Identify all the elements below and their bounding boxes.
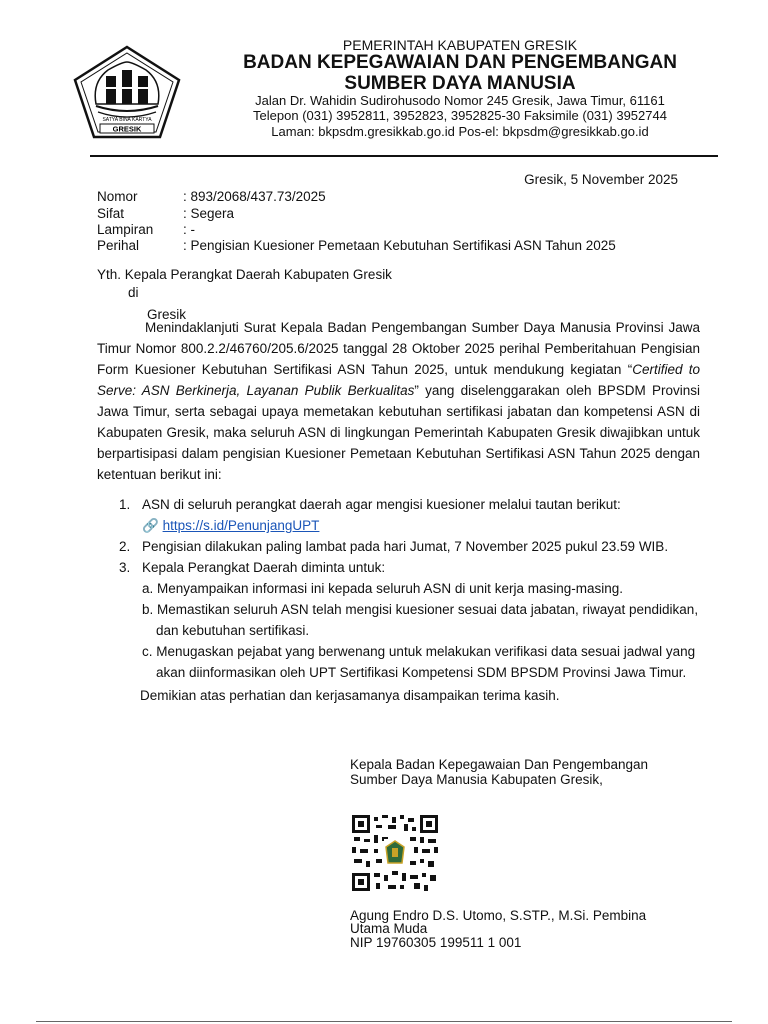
closing-statement: Demikian atas perhatian dan kerjasamanya disampaikan terima kasih. (140, 688, 560, 703)
signatory-nip: NIP 19760305 199511 1 001 (350, 935, 522, 950)
logo-label: GRESIK (112, 124, 142, 134)
meta-row-perihal: Perihal : Pengisian Kuesioner Pemetaan Kebutuhan Sertifikasi ASN Tahun 2025 (97, 238, 616, 253)
link-icon: 🔗 (142, 518, 159, 533)
addressee-line3: Gresik (147, 307, 187, 322)
logo-motto: SATYA BINA KARTYA (102, 117, 152, 123)
addressee-line2: di (128, 285, 139, 300)
agency-name-line2: SUMBER DAYA MANUSIA (344, 73, 576, 94)
sub-item-c: c. Menugaskan pejabat yang berwenang untuk melakukan verifikasi data sesuai jadwal yang akan diinformasikan oleh UPT Sertifikasi Kompetensi SDM BPSDM Provinsi Jawa Timur. (142, 644, 696, 680)
event-slogan: Certified to Serve: ASN Berkinerja, Layanan Publik Berkualitas (97, 362, 700, 398)
page-bottom-line (36, 1021, 732, 1022)
body-paragraph: Menindaklanjuti Surat Kepala Badan Pengembangan Sumber Daya Manusia Provinsi Jawa Timur Nomor 800.2.2/46760/205.6/2025 tanggal 28 Oktober 2025 perihal Pemberitahuan Pengisian Form Kuesioner Kebutuhan Sertifikasi ASN Tahun 2025, untuk mendukung kegiatan “Certified to Serve: ASN Berkinerja, Layanan Publik Berkualitas” yang diselenggarakan oleh BPSDM Provinsi Jawa Timur, serta sebagai upaya memetakan kebutuhan sertifikasi jabatan dan kompetensi ASN di Kabupaten Gresik, maka seluruh ASN di lingkungan Pemerintah Kabupaten Gresik diwajibkan untuk berpartisipasi dalam pengisian Kuesioner Pemetaan Kebutuhan Sertifikasi ASN Tahun 2025 dengan ketentuan berikut ini: (97, 320, 700, 482)
meta-row-lampiran: Lampiran : - (97, 222, 195, 237)
addressee (97, 267, 392, 323)
signatory-title-line1: Kepala Badan Kepegawaian Dan Pengembangan (350, 757, 648, 772)
sub-item-a: a. Menyampaikan informasi ini kepada seluruh ASN di unit kerja masing-masing. (142, 581, 623, 596)
agency-phone: Telepon (031) 3952811, 3952823, 3952825-30 Faksimile (031) 3952744 (253, 108, 667, 123)
questionnaire-link[interactable]: https://s.id/PenunjangUPT (162, 518, 320, 533)
meta-row-nomor: Nomor : 893/2068/437.73/2025 (97, 189, 326, 204)
agency-web-email: Laman: bkpsdm.gresikkab.go.id Pos-el: bkpsdm@gresikkab.go.id (271, 124, 649, 139)
signatory-name-line1: Agung Endro D.S. Utomo, S.STP., M.Si. Pembina (350, 908, 647, 923)
government-name: PEMERINTAH KABUPATEN GRESIK (342, 37, 578, 53)
addressee-line1: Yth. Kepala Perangkat Daerah Kabupaten Gresik (97, 267, 392, 282)
letter-date: Gresik, 5 November 2025 (524, 172, 678, 187)
signatory-name-line2: Utama Muda (350, 921, 428, 936)
letterhead-divider (90, 155, 718, 157)
sub-item-b: b. Memastikan seluruh ASN telah mengisi kuesioner sesuai data jabatan, riwayat pendidikan, dan kebutuhan sertifikasi. (142, 602, 699, 638)
list-item: 3. Kepala Perangkat Daerah diminta untuk: (119, 560, 386, 575)
link-row (142, 515, 319, 536)
qr-code-signature (352, 815, 438, 891)
meta-row-sifat: Sifat : Segera (97, 206, 235, 221)
instruction-list (119, 494, 704, 704)
agency-name-line1: BADAN KEPEGAWAIAN DAN PENGEMBANGAN (243, 52, 677, 73)
signatory-title-line2: Sumber Daya Manusia Kabupaten Gresik, (350, 772, 603, 787)
list-item: 1. ASN di seluruh perangkat daerah agar mengisi kuesioner melalui tautan berikut: (119, 497, 621, 512)
gresik-regency-logo (72, 44, 182, 140)
list-item: 2. Pengisian dilakukan paling lambat pada hari Jumat, 7 November 2025 pukul 23.59 WIB. (119, 539, 669, 554)
agency-address: Jalan Dr. Wahidin Sudirohusodo Nomor 245 Gresik, Jawa Timur, 61161 (255, 93, 665, 108)
